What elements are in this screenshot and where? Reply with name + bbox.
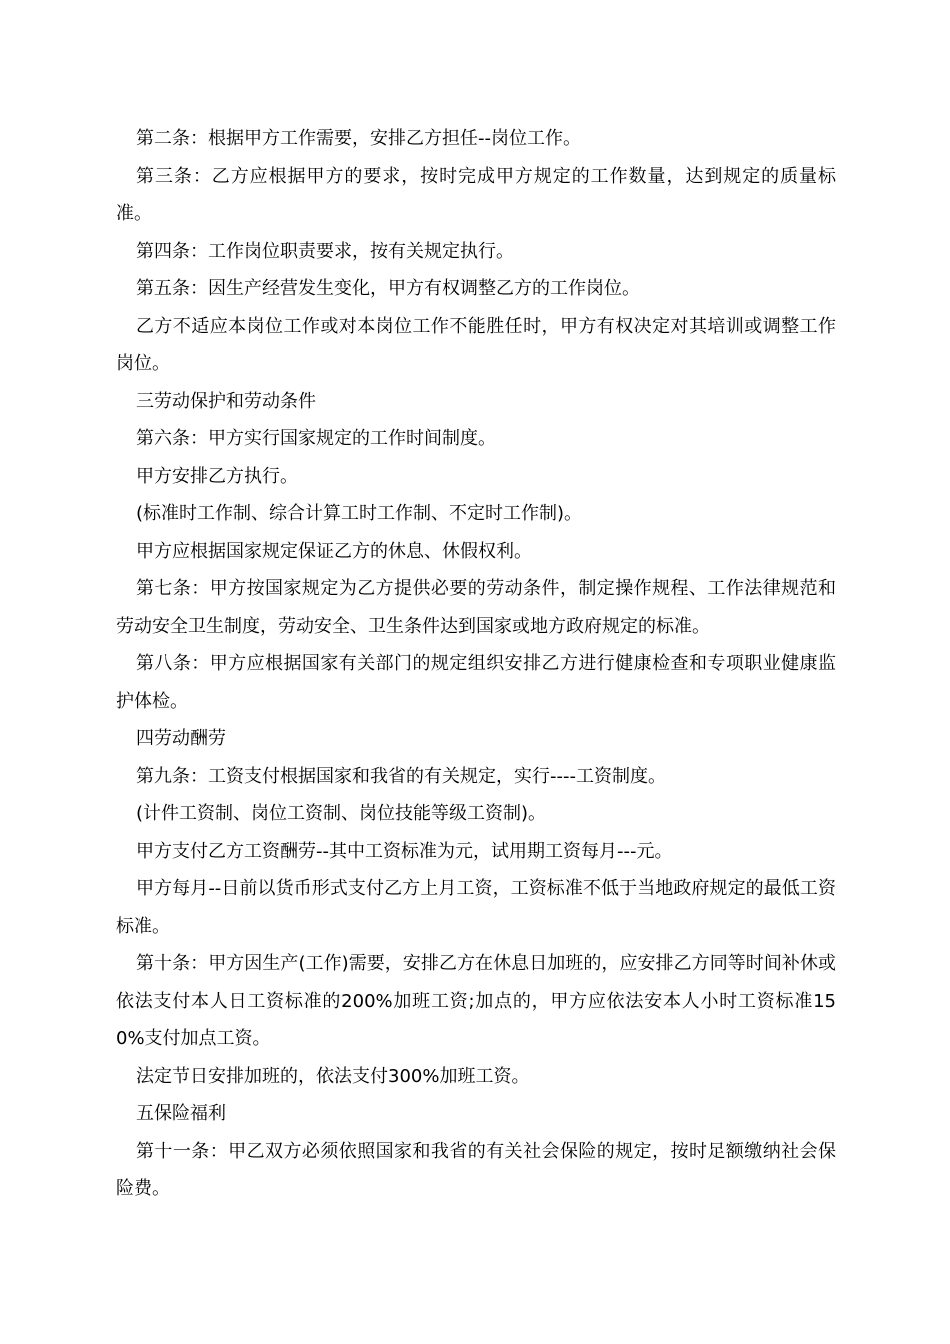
section-heading-insurance: 五保险福利 <box>136 1103 226 1124</box>
clause-9-options: (计件工资制、岗位工资制、岗位技能等级工资制)。 <box>136 803 547 824</box>
clause-9: 第九条：工资支付根据国家和我省的有关规定，实行----工资制度。 <box>136 765 666 787</box>
clause-4: 第四条：工作岗位职责要求，按有关规定执行。 <box>136 240 514 262</box>
clause-7: 第七条：甲方按国家规定为乙方提供必要的劳动条件，制定操作规程、工作法律规范和劳动安全卫生制度，劳动安全、卫生条件达到国家或地方政府规定的标准。 <box>116 578 836 637</box>
section-heading-remuneration: 四劳动酬劳 <box>136 728 226 749</box>
clause-6-options: (标准时工作制、综合计算工时工作制、不定时工作制)。 <box>136 503 583 524</box>
clause-10: 第十条：甲方因生产(工作)需要，安排乙方在休息日加班的，应安排乙方同等时间补休或依法支付本人日工资标准的200%加班工资;加点的，甲方应依法安本人小时工资标准150%支付加点工资。 <box>116 953 836 1049</box>
clause-9-payment: 甲方每月--日前以货币形式支付乙方上月工资，工资标准不低于当地政府规定的最低工资标准。 <box>116 878 836 937</box>
clause-10-holiday: 法定节日安排加班的，依法支付300%加班工资。 <box>136 1065 530 1087</box>
clause-5-detail: 乙方不适应本岗位工作或对本岗位工作不能胜任时，甲方有权决定对其培训或调整工作岗位。 <box>116 315 836 374</box>
clause-3: 第三条：乙方应根据甲方的要求，按时完成甲方规定的工作数量，达到规定的质量标准。 <box>116 165 836 224</box>
clause-11: 第十一条：甲乙双方必须依照国家和我省的有关社会保险的规定，按时足额缴纳社会保险费。 <box>116 1140 836 1199</box>
clause-9-wage: 甲方支付乙方工资酬劳--其中工资标准为元，试用期工资每月---元。 <box>136 840 673 862</box>
clause-2: 第二条：根据甲方工作需要，安排乙方担任--岗位工作。 <box>136 128 581 149</box>
section-heading-labor-protection: 三劳动保护和劳动条件 <box>136 390 316 412</box>
clause-6-execution: 甲方安排乙方执行。 <box>136 465 298 487</box>
clause-8: 第八条：甲方应根据国家有关部门的规定组织安排乙方进行健康检查和专项职业健康监护体检。 <box>116 653 836 712</box>
clause-6-rest-rights: 甲方应根据国家规定保证乙方的休息、休假权利。 <box>136 540 532 562</box>
document-page <box>116 120 836 1208</box>
clause-6: 第六条：甲方实行国家规定的工作时间制度。 <box>136 428 496 449</box>
clause-5: 第五条：因生产经营发生变化，甲方有权调整乙方的工作岗位。 <box>136 278 640 299</box>
